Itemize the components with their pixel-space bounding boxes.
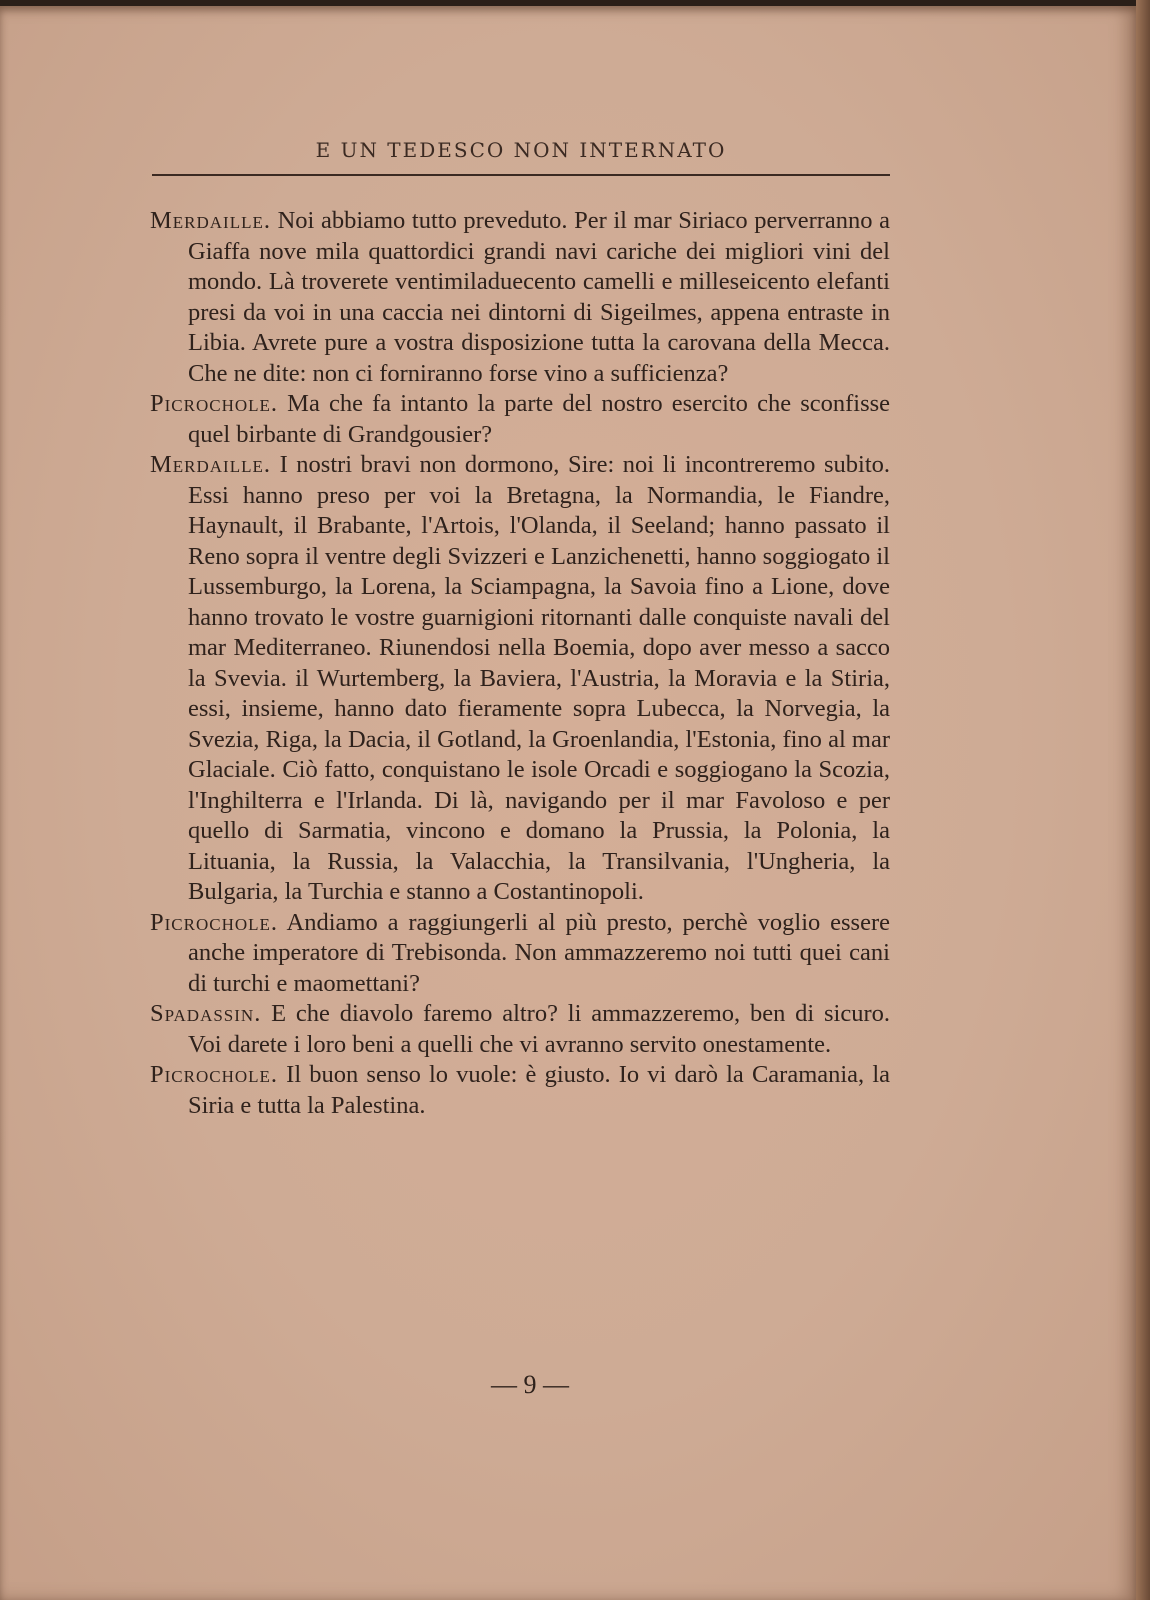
- speech-paragraph: [150, 999, 890, 1060]
- speech-text: Noi abbiamo tutto preveduto. Per il mar Siriaco perverranno a Giaffa nove mila quattordici grandi navi cariche dei migliori vini del mondo. Là troverete ventimiladuecento camelli e milleseicento elefanti presi da voi in una caccia nei dintorni di Sigeilmes, appena entraste in Libia. Avrete pure a vostra disposizione tutta la carovana della Mecca. Che ne dite: non ci forniranno forse vino a sufficienza?: [188, 207, 891, 387]
- speech-text: Andiamo a raggiungerli al più presto, perchè voglio essere anche imperatore di Trebisonda. Non ammazzeremo noi tutti quei cani di turchi e maomettani?: [188, 908, 890, 997]
- dialogue-text: [150, 206, 890, 1121]
- speech-text: Ma che fa intanto la parte del nostro esercito che sconfisse quel birbante di Grandgousier?: [188, 390, 891, 448]
- speaker-name: Picrochole.: [150, 1061, 279, 1088]
- page-number: — 9 —: [491, 1370, 569, 1399]
- speech-paragraph: [150, 389, 890, 450]
- speech-paragraph: [150, 450, 890, 908]
- speaker-name: Picrochole.: [150, 908, 279, 936]
- speech-text: E che diavolo faremo altro? li ammazzeremo, ben di sicuro. Voi darete i loro beni a quelli che vi avranno servito onestamente.: [188, 1000, 891, 1058]
- speaker-name: Picrochole.: [150, 390, 279, 417]
- speaker-name: Spadassin.: [150, 1000, 262, 1027]
- speech-text: Il buon senso lo vuole: è giusto. Io vi darò la Caramania, la Siria e tutta la Palestina.: [188, 1061, 890, 1119]
- speech-paragraph: [150, 1060, 890, 1121]
- speech-paragraph: [150, 908, 890, 1000]
- speaker-name: Merdaille.: [150, 451, 272, 478]
- speech-paragraph: [150, 206, 890, 389]
- running-title: E UN TEDESCO NON INTERNATO: [315, 138, 727, 162]
- speech-text: I nostri bravi non dormono, Sire: noi li incontreremo subito. Essi hanno preso per voi la Bretagna, la Normandia, le Fiandre, Haynault, il Brabante, l'Artois, l'Olanda, il Seeland; hanno passato il Reno sopra il ventre degli Svizzeri e Lanzichenetti, hanno soggiogato il Lussemburgo, la Lorena, la Sciampagna, la Savoia fino a Lione, dove hanno trovato le vostre guarnigioni ritornanti dalle conquiste navali del mar Mediterraneo. Riunendosi nella Boemia, dopo aver messo a sacco la Svevia. il Wurtemberg, la Baviera, l'Austria, la Moravia e la Stiria, essi, insieme, hanno dato fieramente sopra Lubecca, la Norvegia, la Svezia, Riga, la Dacia, il Gotland, la Groenlandia, l'Estonia, fino al mar Glaciale. Ciò fatto, conquistano le isole Orcadi e soggiogano la Scozia, l'Inghilterra e l'Irlanda. Di là, navigando per il mar Favoloso e per quello di Sarmatia, vincono e domano la Prussia, la Polonia, la Lituania, la Russia, la Valacchia, la Transilvania, l'Ungheria, la Bulgaria, la Turchia e stanno a Costantinopoli.: [188, 451, 891, 905]
- header-rule: [152, 174, 890, 176]
- speaker-name: Merdaille.: [150, 207, 272, 234]
- page-edge: [1136, 0, 1150, 1600]
